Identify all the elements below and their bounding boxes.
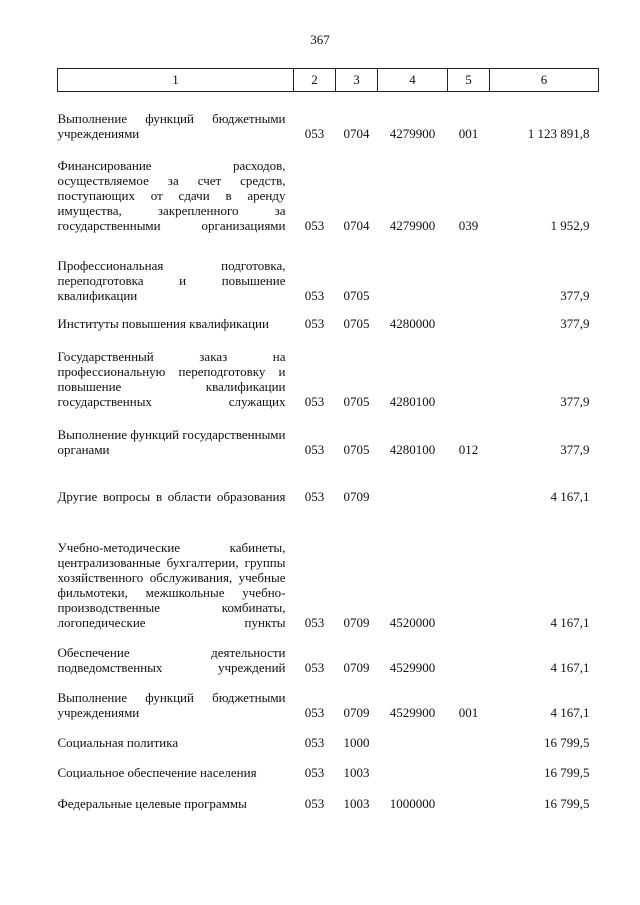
- row-col-4: 4279900: [389, 125, 436, 141]
- row-description: Обеспечение деятельности подведомственных учреждений: [57, 644, 286, 675]
- row-col-5: [448, 720, 490, 750]
- header-col-1: 1: [58, 69, 294, 92]
- table-row: [58, 92, 599, 141]
- table-row: [58, 303, 599, 331]
- row-col-5: 012: [458, 441, 479, 457]
- page-number: 367: [310, 32, 330, 47]
- row-col-5: 001: [458, 125, 479, 141]
- row-col-2: 053: [304, 441, 325, 457]
- table-row: [58, 331, 599, 409]
- budget-table: [57, 68, 599, 811]
- row-col-2: 053: [304, 488, 325, 504]
- row-col-4: 1000000: [389, 795, 436, 811]
- header-col-6: 6: [490, 69, 599, 92]
- row-amount: 16 799,5: [544, 764, 590, 780]
- table-row: [58, 233, 599, 303]
- row-col-3: 0709: [343, 488, 370, 504]
- row-amount: 4 167,1: [550, 659, 590, 675]
- row-col-2: 053: [304, 614, 325, 630]
- row-amount: 4 167,1: [550, 488, 590, 504]
- row-col-4: 4280100: [389, 441, 436, 457]
- row-col-5: 039: [458, 217, 479, 233]
- row-col-5: [448, 303, 490, 331]
- row-amount: 377,9: [560, 393, 590, 409]
- row-amount: 377,9: [560, 287, 590, 303]
- row-col-5: [448, 331, 490, 409]
- row-col-5: [448, 630, 490, 675]
- table-body: [58, 92, 599, 811]
- row-col-4: 4280100: [389, 393, 436, 409]
- table-row: [58, 630, 599, 675]
- row-col-3: 1003: [343, 795, 370, 811]
- header-col-3: 3: [336, 69, 378, 92]
- row-description: Учебно-методические кабинеты, централизованные бухгалтерии, группы хозяйственного обслуживания, учебные фильмотеки, межшкольные учебно-производственные комбинаты, логопедические пункты: [57, 539, 286, 630]
- row-col-5: [448, 233, 490, 303]
- row-col-4: [378, 720, 448, 750]
- row-col-3: 0705: [343, 315, 370, 331]
- header-col-2: 2: [294, 69, 336, 92]
- row-col-4: 4529900: [389, 659, 436, 675]
- row-col-5: [448, 780, 490, 811]
- row-col-2: 053: [304, 217, 325, 233]
- row-amount: 16 799,5: [544, 795, 590, 811]
- row-col-3: 0709: [343, 614, 370, 630]
- row-col-4: [378, 750, 448, 780]
- row-col-5: [448, 504, 490, 630]
- row-amount: 377,9: [560, 441, 590, 457]
- row-col-4: [378, 233, 448, 303]
- table-header: [58, 69, 599, 92]
- row-col-4: 4280000: [389, 315, 436, 331]
- row-description: Федеральные целевые программы: [57, 795, 247, 811]
- row-col-5: [448, 457, 490, 504]
- row-col-4: 4520000: [389, 614, 436, 630]
- row-description: Выполнение функций бюджетными учреждениями: [57, 110, 286, 141]
- row-description: Выполнение функций бюджетными учреждениями: [57, 689, 286, 720]
- row-description: Социальная политика: [57, 734, 179, 750]
- table-row: [58, 409, 599, 457]
- row-col-3: 1000: [343, 734, 370, 750]
- row-amount: 16 799,5: [544, 734, 590, 750]
- row-amount: 1 952,9: [550, 217, 590, 233]
- row-col-2: 053: [304, 704, 325, 720]
- row-col-3: 0705: [343, 393, 370, 409]
- row-col-2: 053: [304, 795, 325, 811]
- row-col-3: 0709: [343, 704, 370, 720]
- row-col-2: 053: [304, 287, 325, 303]
- row-col-2: 053: [304, 734, 325, 750]
- row-col-4: [378, 457, 448, 504]
- row-col-4: 4529900: [389, 704, 436, 720]
- table-row: [58, 780, 599, 811]
- header-col-4: 4: [378, 69, 448, 92]
- row-amount: 1 123 891,8: [527, 125, 590, 141]
- row-description: Институты повышения квалификации: [57, 315, 269, 331]
- row-col-2: 053: [304, 125, 325, 141]
- row-description: Другие вопросы в области образования: [57, 488, 286, 504]
- table-row: [58, 750, 599, 780]
- row-col-2: 053: [304, 315, 325, 331]
- row-amount: 377,9: [560, 315, 590, 331]
- row-description: Финансирование расходов, осуществляемое за счет средств, поступающих от сдачи в аренду имущества, закрепленного за государственными организациями: [57, 157, 286, 233]
- row-description: Государственный заказ на профессиональную переподготовку и повышение квалификации государственных служащих: [57, 348, 286, 409]
- header-col-5: 5: [448, 69, 490, 92]
- table-row: [58, 675, 599, 720]
- row-col-4: 4279900: [389, 217, 436, 233]
- row-col-5: [448, 750, 490, 780]
- row-description: Профессиональная подготовка, переподготовка и повышение квалификации: [57, 257, 286, 303]
- row-col-3: 0709: [343, 659, 370, 675]
- table-row: [58, 720, 599, 750]
- table-row: [58, 504, 599, 630]
- row-amount: 4 167,1: [550, 614, 590, 630]
- table-row: [58, 141, 599, 233]
- row-description: Социальное обеспечение населения: [57, 764, 257, 780]
- row-col-3: 0704: [343, 125, 370, 141]
- row-col-2: 053: [304, 764, 325, 780]
- row-col-3: 0704: [343, 217, 370, 233]
- row-col-5: 001: [458, 704, 479, 720]
- row-col-2: 053: [304, 659, 325, 675]
- row-description: Выполнение функций государственными органами: [57, 426, 286, 457]
- row-amount: 4 167,1: [550, 704, 590, 720]
- table-row: [58, 457, 599, 504]
- row-col-3: 0705: [343, 287, 370, 303]
- row-col-3: 1003: [343, 764, 370, 780]
- row-col-3: 0705: [343, 441, 370, 457]
- row-col-2: 053: [304, 393, 325, 409]
